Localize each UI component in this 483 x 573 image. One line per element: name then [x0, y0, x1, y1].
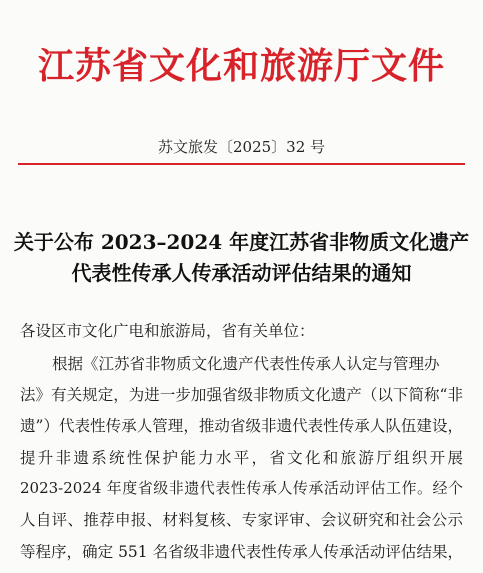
notice-title-line-1: 关于公布 2023–2024 年度江苏省非物质文化遗产	[13, 230, 470, 254]
document-number: 苏文旅发〔2025〕32 号	[157, 138, 326, 156]
notice-title-line-2: 代表性传承人传承活动评估结果的通知	[71, 261, 412, 285]
body-line-4: 提升非遗系统性保护能力水平，省文化和旅游厅组织开展	[20, 449, 463, 467]
body-line-6: 人自评、推荐申报、材料复核、专家评审、会议研究和社会公示	[20, 511, 463, 529]
body-line-5: 2023-2024 年度省级非遗代表性传承人传承活动评估工作。经个	[20, 479, 463, 497]
body-line-7: 等程序，确定 551 名省级非遗代表性传承人传承活动评估结果，	[20, 543, 463, 561]
body-line-3: 遗”）代表性传承人管理，推动省级非遗代表性传承人队伍建设，	[20, 417, 463, 435]
salutation: 各设区市文化广电和旅游局，省有关单位：	[20, 322, 315, 340]
body-line-1: 根据《江苏省非物质文化遗产代表性传承人认定与管理办	[52, 355, 440, 373]
red-divider-line	[18, 163, 465, 165]
body-line-2: 法》有关规定，为进一步加强省级非物质文化遗产（以下简称“非	[20, 386, 463, 404]
agency-header-title: 江苏省文化和旅游厅文件	[37, 45, 445, 87]
